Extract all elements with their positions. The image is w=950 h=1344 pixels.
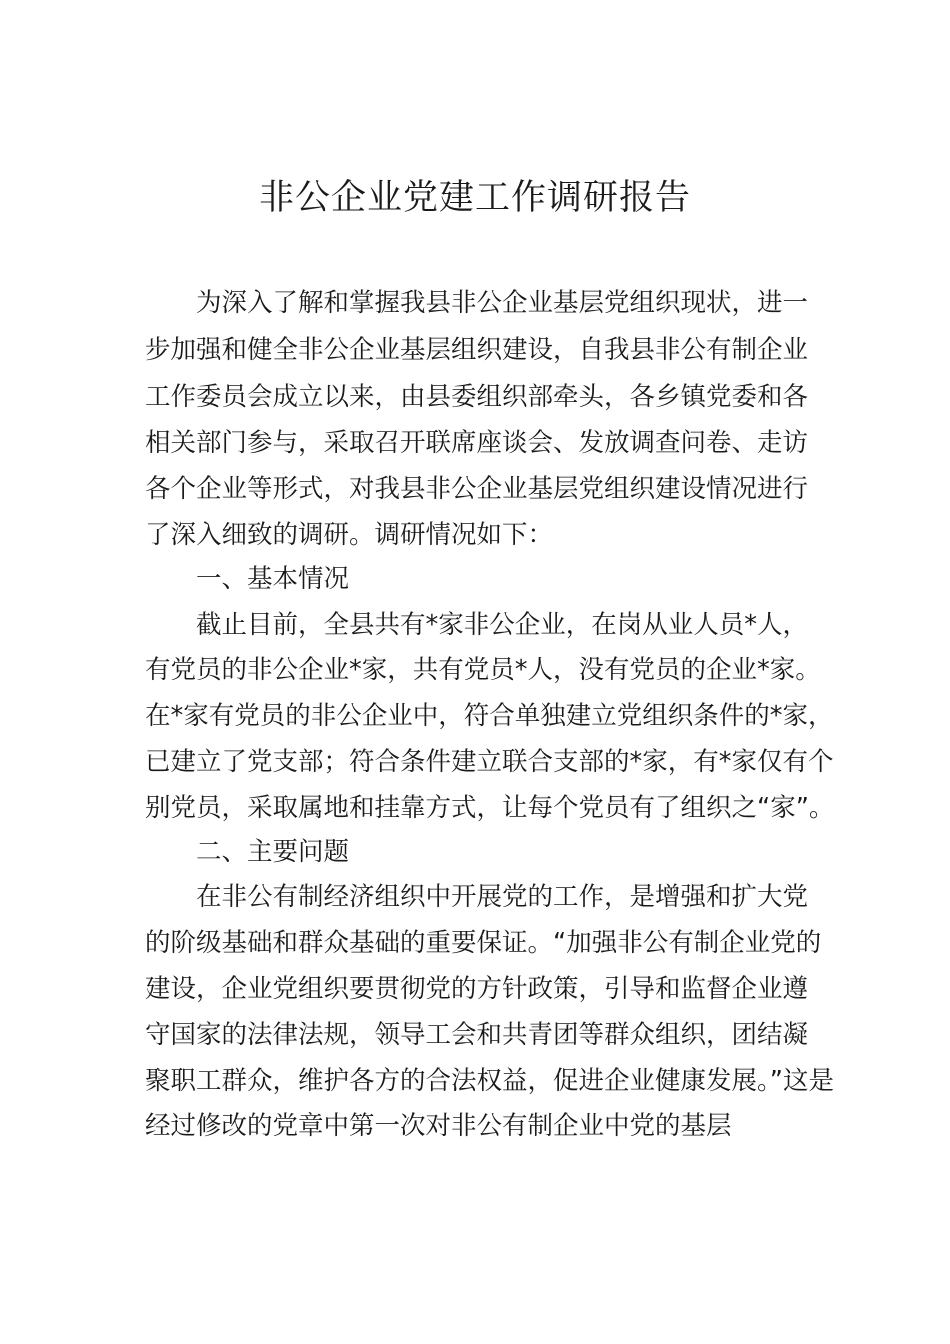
paragraph-line: 别党员，采取属地和挂靠方式，让每个党员有了组织之“家”。: [145, 793, 835, 823]
document-title: 非公企业党建工作调研报告: [258, 178, 691, 218]
paragraph-line: 截止目前，全县共有*家非公企业，在岗从业人员*人，: [196, 610, 809, 640]
paragraph-line: 相关部门参与，采取召开联席座谈会、发放调查问卷、走访: [145, 428, 809, 458]
paragraph-line: 的阶级基础和群众基础的重要保证。“加强非公有制企业党的: [145, 928, 822, 958]
section-heading-problems: 二、主要问题: [196, 837, 350, 867]
paragraph-line: 有党员的非公企业*家，共有党员*人，没有党员的企业*家。: [145, 655, 821, 685]
paragraph-line: 各个企业等形式，对我县非公企业基层党组织建设情况进行: [145, 474, 809, 504]
paragraph-line: 步加强和健全非公企业基层组织建设，自我县非公有制企业: [145, 335, 809, 365]
paragraph-line: 守国家的法律法规，领导工会和共青团等群众组织，团结凝: [145, 1020, 809, 1050]
paragraph-line: 为深入了解和掌握我县非公企业基层党组织现状，进一: [196, 288, 809, 318]
paragraph-line: 工作委员会成立以来，由县委组织部牵头，各乡镇党委和各: [145, 382, 809, 412]
section-heading-basic: 一、基本情况: [196, 564, 350, 594]
paragraph-line: 在非公有制经济组织中开展党的工作，是增强和扩大党: [196, 882, 809, 912]
paragraph-line: 经过修改的党章中第一次对非公有制企业中党的基层: [145, 1111, 732, 1141]
paragraph-line: 在*家有党员的非公企业中，符合单独建立党组织条件的*家，: [145, 701, 834, 731]
paragraph-line: 建设，企业党组织要贯彻党的方针政策，引导和监督企业遵: [145, 974, 809, 1004]
paragraph-line: 聚职工群众，维护各方的合法权益，促进企业健康发展。”这是: [145, 1066, 834, 1096]
paragraph-line: 了深入细致的调研。调研情况如下：: [145, 520, 554, 550]
paragraph-line: 已建立了党支部；符合条件建立联合支部的*家，有*家仅有个: [145, 747, 834, 777]
